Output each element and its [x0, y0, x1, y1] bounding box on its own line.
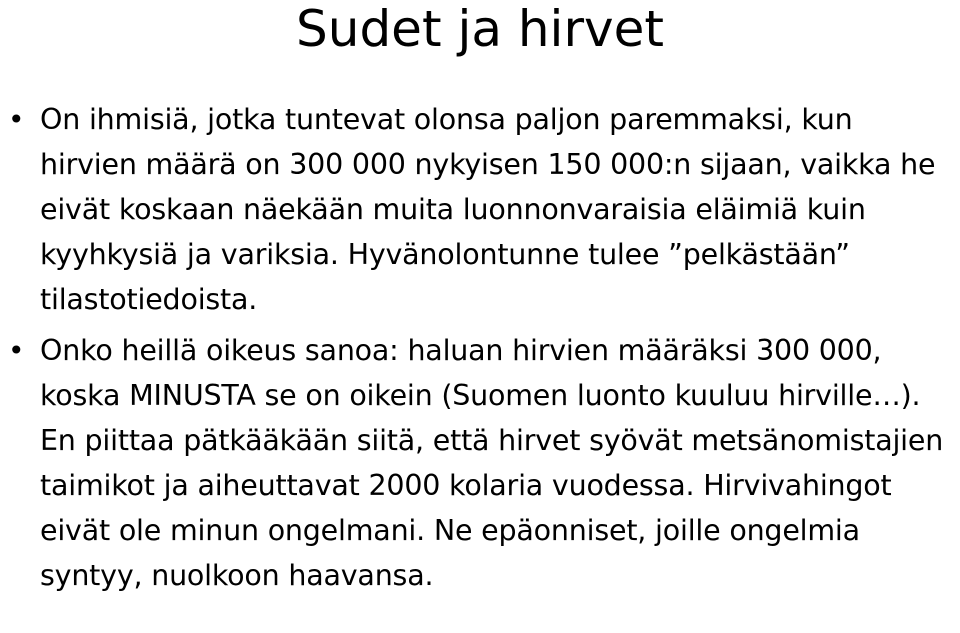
bullet-icon: •	[8, 103, 25, 136]
bullet-item-2	[0, 328, 960, 598]
bullet-list	[0, 97, 960, 604]
slide-title: Sudet ja hirvet	[296, 0, 664, 58]
bullet-text-1: On ihmisiä, jotka tuntevat olonsa paljon paremmaksi, kun hirvien määrä on 300 000 nykyisen 150 000:n sijaan, vaikka he eivät koskaan näekään muita luonnonvaraisia eläimiä kuin kyyhkysiä ja variksia. Hyvänolontunne tulee ”pelkästään” tilastotiedoista.	[40, 103, 936, 316]
bullet-icon: •	[8, 334, 25, 367]
bullet-text-2: Onko heillä oikeus sanoa: haluan hirvien määräksi 300 000, koska MINUSTA se on oikein (Suomen luonto kuuluu hirville…). En piittaa pätkääkään siitä, että hirvet syövät metsänomistajien taimikot ja aiheuttavat 2000 kolaria vuodessa. Hirvivahingot eivät ole minun ongelmani. Ne epäonniset, joille ongelmia syntyy, nuolkoon haavansa.	[40, 334, 944, 592]
bullet-item-1	[0, 97, 960, 322]
